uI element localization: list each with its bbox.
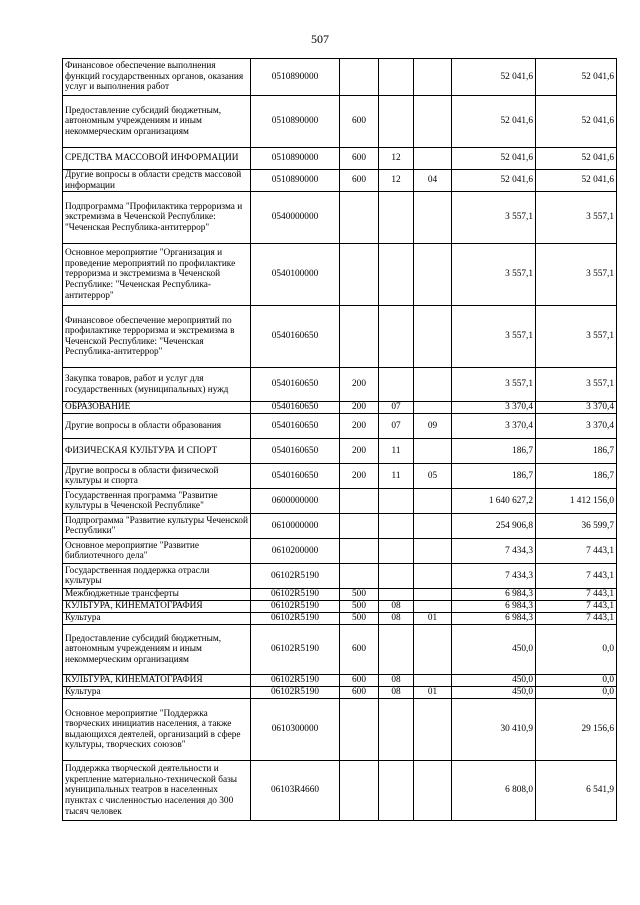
- cell-y1: 7 434,3: [452, 564, 536, 589]
- cell-vr: [340, 514, 379, 539]
- cell-rz: 11: [379, 464, 414, 489]
- cell-rz: [379, 625, 414, 675]
- cell-rz: [379, 59, 414, 96]
- cell-y1: 6 984,3: [452, 601, 536, 613]
- cell-y2: 3 557,1: [536, 306, 617, 368]
- cell-csr: 0510890000: [251, 148, 340, 170]
- cell-vr: [340, 564, 379, 589]
- cell-y1: 450,0: [452, 675, 536, 687]
- cell-y2: 52 041,6: [536, 148, 617, 170]
- cell-y1: 6 984,3: [452, 613, 536, 625]
- cell-y1: 52 041,6: [452, 96, 536, 148]
- table-row: [63, 564, 617, 589]
- cell-vr: 600: [340, 687, 379, 699]
- cell-pr: 04: [414, 170, 452, 192]
- cell-y1: 3 370,4: [452, 414, 536, 439]
- cell-y2: 7 443,1: [536, 613, 617, 625]
- cell-name: СРЕДСТВА МАССОВОЙ ИНФОРМАЦИИ: [63, 148, 251, 170]
- cell-rz: [379, 489, 414, 514]
- cell-y2: 0,0: [536, 687, 617, 699]
- cell-y2: 7 443,1: [536, 601, 617, 613]
- table-row: [63, 601, 617, 613]
- cell-vr: [340, 59, 379, 96]
- cell-y1: 1 640 627,2: [452, 489, 536, 514]
- cell-rz: [379, 589, 414, 601]
- table-row: [63, 244, 617, 306]
- cell-rz: [379, 192, 414, 244]
- cell-name: Предоставление субсидий бюджетным, автономным учреждениям и иным некоммерческим организациям: [63, 625, 251, 675]
- cell-vr: 200: [340, 402, 379, 414]
- cell-name: КУЛЬТУРА, КИНЕМАТОГРАФИЯ: [63, 675, 251, 687]
- cell-csr: 06103R4660: [251, 761, 340, 821]
- table-row: [63, 439, 617, 464]
- cell-y1: 6 984,3: [452, 589, 536, 601]
- cell-y1: 186,7: [452, 464, 536, 489]
- cell-y2: 7 443,1: [536, 589, 617, 601]
- cell-pr: [414, 489, 452, 514]
- cell-vr: 200: [340, 439, 379, 464]
- cell-csr: 0540160650: [251, 306, 340, 368]
- cell-vr: 600: [340, 96, 379, 148]
- cell-csr: 0600000000: [251, 489, 340, 514]
- cell-name: ОБРАЗОВАНИЕ: [63, 402, 251, 414]
- cell-pr: [414, 306, 452, 368]
- cell-y2: 0,0: [536, 625, 617, 675]
- table-row: [63, 192, 617, 244]
- cell-csr: 0540160650: [251, 402, 340, 414]
- cell-y2: 3 557,1: [536, 192, 617, 244]
- cell-name: Основное мероприятие "Поддержка творческих инициатив населения, а также выдающихся деятелей, организаций в сфере культуры, творческих союзов": [63, 699, 251, 761]
- cell-pr: [414, 368, 452, 402]
- table-row: [63, 761, 617, 821]
- cell-pr: [414, 589, 452, 601]
- table-row: [63, 589, 617, 601]
- cell-csr: 0540160650: [251, 368, 340, 402]
- cell-pr: 01: [414, 613, 452, 625]
- cell-pr: [414, 439, 452, 464]
- cell-vr: [340, 761, 379, 821]
- cell-y1: 3 370,4: [452, 402, 536, 414]
- cell-rz: 08: [379, 687, 414, 699]
- cell-pr: [414, 244, 452, 306]
- cell-name: Государственная программа "Развитие культуры в Чеченской Республике": [63, 489, 251, 514]
- cell-vr: [340, 539, 379, 564]
- cell-csr: 0540160650: [251, 414, 340, 439]
- cell-y2: 186,7: [536, 439, 617, 464]
- cell-y2: 3 557,1: [536, 368, 617, 402]
- table-row: [63, 170, 617, 192]
- cell-pr: [414, 625, 452, 675]
- table-row: [63, 148, 617, 170]
- cell-csr: 06102R5190: [251, 601, 340, 613]
- cell-rz: 07: [379, 402, 414, 414]
- cell-rz: 12: [379, 148, 414, 170]
- cell-pr: [414, 699, 452, 761]
- cell-vr: [340, 192, 379, 244]
- cell-y2: 6 541,9: [536, 761, 617, 821]
- cell-rz: 08: [379, 675, 414, 687]
- cell-vr: 600: [340, 675, 379, 687]
- cell-y1: 52 041,6: [452, 148, 536, 170]
- cell-vr: [340, 489, 379, 514]
- cell-vr: 200: [340, 414, 379, 439]
- cell-name: Культура: [63, 613, 251, 625]
- cell-name: Другие вопросы в области образования: [63, 414, 251, 439]
- cell-name: Подпрограмма "Развитие культуры Чеченской Республики": [63, 514, 251, 539]
- cell-y2: 1 412 156,0: [536, 489, 617, 514]
- cell-rz: [379, 244, 414, 306]
- cell-csr: 0510890000: [251, 59, 340, 96]
- cell-vr: 500: [340, 601, 379, 613]
- cell-y1: 3 557,1: [452, 192, 536, 244]
- cell-y2: 7 443,1: [536, 564, 617, 589]
- cell-csr: 0510890000: [251, 170, 340, 192]
- cell-vr: 500: [340, 613, 379, 625]
- cell-csr: 06102R5190: [251, 687, 340, 699]
- cell-csr: 0610200000: [251, 539, 340, 564]
- cell-name: Финансовое обеспечение мероприятий по профилактике терроризма и экстремизма в Чеченской Республике: "Чеченская Республика-антитеррор": [63, 306, 251, 368]
- cell-pr: [414, 148, 452, 170]
- cell-rz: 11: [379, 439, 414, 464]
- cell-name: ФИЗИЧЕСКАЯ КУЛЬТУРА И СПОРТ: [63, 439, 251, 464]
- cell-vr: 200: [340, 368, 379, 402]
- cell-y2: 52 041,6: [536, 170, 617, 192]
- cell-rz: [379, 368, 414, 402]
- cell-vr: [340, 306, 379, 368]
- cell-name: Основное мероприятие "Развитие библиотечного дела": [63, 539, 251, 564]
- cell-csr: 0540160650: [251, 464, 340, 489]
- table-row: [63, 59, 617, 96]
- cell-y1: 52 041,6: [452, 59, 536, 96]
- cell-y1: 6 808,0: [452, 761, 536, 821]
- cell-vr: 500: [340, 589, 379, 601]
- cell-vr: 200: [340, 464, 379, 489]
- table-row: [63, 306, 617, 368]
- cell-csr: 0540100000: [251, 244, 340, 306]
- cell-rz: 12: [379, 170, 414, 192]
- table-row: [63, 489, 617, 514]
- cell-rz: [379, 699, 414, 761]
- cell-pr: [414, 402, 452, 414]
- table-row: [63, 687, 617, 699]
- cell-pr: [414, 601, 452, 613]
- cell-rz: [379, 96, 414, 148]
- table-row: [63, 539, 617, 564]
- cell-pr: [414, 514, 452, 539]
- table-row: [63, 514, 617, 539]
- cell-pr: [414, 539, 452, 564]
- cell-pr: [414, 192, 452, 244]
- cell-rz: [379, 306, 414, 368]
- cell-csr: 06102R5190: [251, 589, 340, 601]
- cell-y2: 36 599,7: [536, 514, 617, 539]
- cell-rz: 07: [379, 414, 414, 439]
- table-row: [63, 613, 617, 625]
- cell-name: Основное мероприятие "Организация и проведение мероприятий по профилактике терроризма и экстремизма в Чеченской Республике: "Чеченская Республика-антитеррор": [63, 244, 251, 306]
- cell-rz: [379, 539, 414, 564]
- cell-csr: 06102R5190: [251, 625, 340, 675]
- cell-y1: 450,0: [452, 687, 536, 699]
- cell-pr: [414, 59, 452, 96]
- table-row: [63, 675, 617, 687]
- table-row: [63, 96, 617, 148]
- cell-name: Другие вопросы в области средств массовой информации: [63, 170, 251, 192]
- cell-name: Культура: [63, 687, 251, 699]
- cell-y1: 52 041,6: [452, 170, 536, 192]
- cell-csr: 06102R5190: [251, 613, 340, 625]
- cell-name: Финансовое обеспечение выполнения функций государственных органов, оказания услуг и выполнения работ: [63, 59, 251, 96]
- cell-rz: [379, 564, 414, 589]
- page-number: 507: [311, 32, 329, 46]
- cell-y1: 3 557,1: [452, 306, 536, 368]
- cell-rz: 08: [379, 613, 414, 625]
- table-row: [63, 464, 617, 489]
- cell-csr: 06102R5190: [251, 564, 340, 589]
- cell-y1: 3 557,1: [452, 368, 536, 402]
- cell-vr: 600: [340, 625, 379, 675]
- table-row: [63, 368, 617, 402]
- cell-y1: 450,0: [452, 625, 536, 675]
- cell-y2: 3 370,4: [536, 402, 617, 414]
- table-row: [63, 414, 617, 439]
- cell-y1: 186,7: [452, 439, 536, 464]
- table-row: [63, 625, 617, 675]
- cell-name: Предоставление субсидий бюджетным, автономным учреждениям и иным некоммерческим организациям: [63, 96, 251, 148]
- cell-name: КУЛЬТУРА, КИНЕМАТОГРАФИЯ: [63, 601, 251, 613]
- cell-csr: 0540000000: [251, 192, 340, 244]
- cell-csr: 0540160650: [251, 439, 340, 464]
- cell-y1: 254 906,8: [452, 514, 536, 539]
- table-row: [63, 402, 617, 414]
- cell-y2: 7 443,1: [536, 539, 617, 564]
- cell-name: Поддержка творческой деятельности и укрепление материально-технической базы муниципальных театров в населенных пунктах с численностью населения до 300 тысяч человек: [63, 761, 251, 821]
- cell-csr: 06102R5190: [251, 675, 340, 687]
- cell-y1: 7 434,3: [452, 539, 536, 564]
- cell-name: Закупка товаров, работ и услуг для государственных (муниципальных) нужд: [63, 368, 251, 402]
- cell-name: Межбюджетные трансферты: [63, 589, 251, 601]
- cell-pr: 09: [414, 414, 452, 439]
- cell-y2: 52 041,6: [536, 96, 617, 148]
- cell-y2: 0,0: [536, 675, 617, 687]
- cell-y2: 3 370,4: [536, 414, 617, 439]
- cell-rz: [379, 514, 414, 539]
- cell-y2: 29 156,6: [536, 699, 617, 761]
- cell-name: Другие вопросы в области физической культуры и спорта: [63, 464, 251, 489]
- cell-y1: 3 557,1: [452, 244, 536, 306]
- cell-y1: 30 410,9: [452, 699, 536, 761]
- cell-pr: [414, 761, 452, 821]
- cell-csr: 0610000000: [251, 514, 340, 539]
- cell-csr: 0510890000: [251, 96, 340, 148]
- cell-name: Государственная поддержка отрасли культуры: [63, 564, 251, 589]
- cell-pr: 01: [414, 687, 452, 699]
- cell-csr: 0610300000: [251, 699, 340, 761]
- cell-pr: [414, 96, 452, 148]
- cell-vr: 600: [340, 170, 379, 192]
- cell-y2: 186,7: [536, 464, 617, 489]
- budget-table: [62, 58, 617, 821]
- cell-vr: 600: [340, 148, 379, 170]
- table-row: [63, 699, 617, 761]
- cell-rz: 08: [379, 601, 414, 613]
- cell-y2: 52 041,6: [536, 59, 617, 96]
- cell-y2: 3 557,1: [536, 244, 617, 306]
- cell-vr: [340, 699, 379, 761]
- cell-vr: [340, 244, 379, 306]
- cell-pr: 05: [414, 464, 452, 489]
- cell-pr: [414, 675, 452, 687]
- cell-pr: [414, 564, 452, 589]
- cell-rz: [379, 761, 414, 821]
- cell-name: Подпрограмма "Профилактика терроризма и экстремизма в Чеченской Республике: "Чеченская Республика-антитеррор": [63, 192, 251, 244]
